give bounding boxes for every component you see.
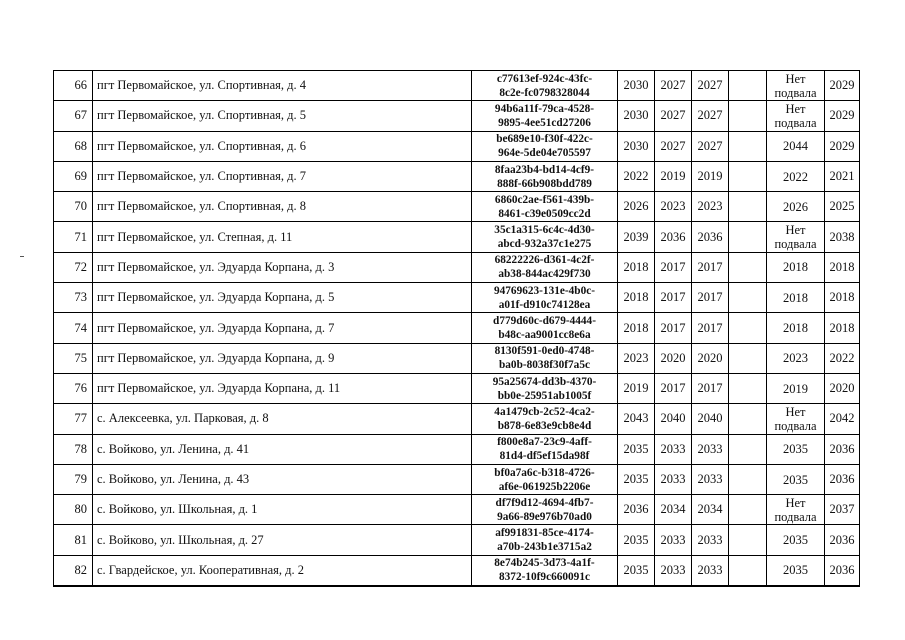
year-cell-6: 2029: [825, 101, 860, 131]
year-cell-1: 2030: [618, 131, 655, 161]
basement-cell-line: 2035: [783, 472, 808, 487]
building-id-cell-line: 4a1479cb-2c52-4ca2-: [494, 405, 595, 418]
building-id-cell-line: 6860c2ae-f561-439b-: [494, 193, 595, 206]
basement-cell-line: подвала: [774, 509, 817, 524]
basement-cell: [767, 404, 825, 434]
building-id-cell-line: 9895-4ee51cd27206: [498, 116, 591, 129]
building-id-cell: [472, 131, 618, 161]
year-cell-6: 2036: [825, 525, 860, 555]
building-id-cell-line: b48c-aa9001cc8e6a: [498, 329, 591, 342]
address-cell: пгт Первомайское, ул. Спортивная, д. 8: [93, 192, 472, 222]
building-id-cell-line: bb0e-25951ab1005f: [497, 389, 592, 402]
address-cell: пгт Первомайское, ул. Эдуарда Корпана, д. 11: [93, 373, 472, 403]
building-id-cell-line: 8372-10f9c660091c: [499, 571, 590, 584]
basement-cell: [767, 525, 825, 555]
year-cell-1: 2018: [618, 283, 655, 313]
building-id-cell: [472, 71, 618, 101]
building-id-cell: [472, 101, 618, 131]
year-cell-4: [729, 283, 767, 313]
basement-cell-line: 2018: [783, 260, 808, 275]
building-id-cell-line: 8130f591-0ed0-4748-: [494, 345, 595, 358]
building-id-cell: [472, 283, 618, 313]
basement-cell-line: подвала: [774, 418, 817, 433]
year-cell-2: 2023: [655, 192, 692, 222]
year-cell-4: [729, 131, 767, 161]
year-cell-6: 2029: [825, 131, 860, 161]
building-id-cell: [472, 495, 618, 525]
address-cell: с. Войково, ул. Школьная, д. 27: [93, 525, 472, 555]
address-cell: пгт Первомайское, ул. Спортивная, д. 4: [93, 71, 472, 101]
basement-cell-line: Нет: [785, 404, 806, 419]
year-cell-1: 2018: [618, 313, 655, 343]
year-cell-3: 2027: [692, 71, 729, 101]
row-number-cell: 77: [54, 404, 93, 434]
year-cell-2: 2027: [655, 101, 692, 131]
row-number-cell: 80: [54, 495, 93, 525]
address-cell: пгт Первомайское, ул. Спортивная, д. 5: [93, 101, 472, 131]
year-cell-4: [729, 101, 767, 131]
year-cell-6: 2021: [825, 161, 860, 191]
address-cell: с. Войково, ул. Ленина, д. 43: [93, 464, 472, 494]
year-cell-3: 2034: [692, 495, 729, 525]
row-number-cell: 74: [54, 313, 93, 343]
table-row: [54, 464, 860, 494]
year-cell-1: 2023: [618, 343, 655, 373]
building-id-cell-line: 35c1a315-6c4c-4d30-: [494, 224, 595, 237]
address-cell: пгт Первомайское, ул. Эдуарда Корпана, д. 5: [93, 283, 472, 313]
building-id-cell: [472, 222, 618, 252]
table-row: [54, 555, 860, 586]
building-id-cell-line: 8faa23b4-bd14-4cf9-: [494, 163, 595, 176]
basement-cell: [767, 101, 825, 131]
buildings-table: [53, 70, 860, 587]
basement-cell-line: Нет: [785, 223, 806, 238]
year-cell-3: 2033: [692, 464, 729, 494]
basement-cell: [767, 161, 825, 191]
table-row: [54, 313, 860, 343]
year-cell-1: 2036: [618, 495, 655, 525]
address-cell: с. Гвардейское, ул. Кооперативная, д. 2: [93, 555, 472, 586]
year-cell-2: 2040: [655, 404, 692, 434]
year-cell-6: 2038: [825, 222, 860, 252]
year-cell-1: 2035: [618, 525, 655, 555]
row-number-cell: 66: [54, 71, 93, 101]
year-cell-2: 2034: [655, 495, 692, 525]
row-number-cell: 75: [54, 343, 93, 373]
table-row: [54, 525, 860, 555]
year-cell-2: 2019: [655, 161, 692, 191]
building-id-cell-line: f800e8a7-23c9-4aff-: [497, 436, 592, 449]
building-id-cell-line: 68222226-d361-4c2f-: [494, 254, 595, 267]
building-id-cell: [472, 373, 618, 403]
year-cell-2: 2017: [655, 373, 692, 403]
year-cell-6: 2025: [825, 192, 860, 222]
building-id-cell-line: 8c2e-fc0798328044: [499, 86, 590, 99]
year-cell-6: 2020: [825, 373, 860, 403]
building-id-cell: [472, 404, 618, 434]
building-id-cell-line: bf0a7a6c-b318-4726-: [494, 466, 595, 479]
table-row: [54, 252, 860, 282]
building-id-cell-line: a70b-243b1e3715a2: [497, 541, 592, 554]
building-id-cell-line: 8e74b245-3d73-4a1f-: [494, 557, 595, 570]
address-cell: пгт Первомайское, ул. Степная, д. 11: [93, 222, 472, 252]
building-id-cell-line: b878-6e83e9cb8e4d: [497, 419, 592, 432]
table-row: [54, 101, 860, 131]
basement-cell: [767, 434, 825, 464]
year-cell-6: 2018: [825, 283, 860, 313]
building-id-cell: [472, 161, 618, 191]
building-id-cell-line: ab38-844ac429f730: [498, 268, 591, 281]
building-id-cell-line: 94b6a11f-79ca-4528-: [494, 102, 595, 115]
year-cell-3: 2040: [692, 404, 729, 434]
year-cell-2: 2033: [655, 555, 692, 586]
building-id-cell-line: 8461-c39e0509cc2d: [498, 207, 591, 220]
row-number-cell: 72: [54, 252, 93, 282]
address-cell: с. Алексеевка, ул. Парковая, д. 8: [93, 404, 472, 434]
building-id-cell-line: be689e10-f30f-422c-: [496, 133, 593, 146]
table-row: [54, 161, 860, 191]
building-id-cell-line: a01f-d910c74128ea: [498, 298, 591, 311]
address-cell: пгт Первомайское, ул. Эдуарда Корпана, д. 3: [93, 252, 472, 282]
basement-cell: [767, 555, 825, 586]
year-cell-2: 2036: [655, 222, 692, 252]
row-number-cell: 71: [54, 222, 93, 252]
basement-cell-line: 2018: [783, 290, 808, 305]
basement-cell: [767, 495, 825, 525]
year-cell-3: 2033: [692, 434, 729, 464]
address-cell: с. Войково, ул. Ленина, д. 41: [93, 434, 472, 464]
year-cell-2: 2027: [655, 71, 692, 101]
year-cell-3: 2036: [692, 222, 729, 252]
year-cell-2: 2033: [655, 525, 692, 555]
year-cell-3: 2023: [692, 192, 729, 222]
building-id-cell-line: af6e-061925b2206e: [498, 480, 591, 493]
year-cell-1: 2035: [618, 434, 655, 464]
basement-cell-line: 2035: [783, 442, 808, 457]
building-id-cell: [472, 192, 618, 222]
year-cell-2: 2033: [655, 434, 692, 464]
row-number-cell: 70: [54, 192, 93, 222]
year-cell-1: 2019: [618, 373, 655, 403]
year-cell-3: 2017: [692, 283, 729, 313]
basement-cell-line: Нет: [785, 495, 806, 510]
year-cell-4: [729, 373, 767, 403]
year-cell-4: [729, 313, 767, 343]
basement-cell: [767, 192, 825, 222]
year-cell-3: 2019: [692, 161, 729, 191]
row-number-cell: 68: [54, 131, 93, 161]
building-id-cell-line: c77613ef-924c-43fc-: [496, 72, 593, 85]
year-cell-1: 2030: [618, 101, 655, 131]
building-id-cell-line: 964e-5de04e705597: [498, 147, 591, 160]
year-cell-4: [729, 222, 767, 252]
table-row: [54, 434, 860, 464]
basement-cell-line: 2022: [783, 169, 808, 184]
row-number-cell: 81: [54, 525, 93, 555]
year-cell-6: 2036: [825, 464, 860, 494]
basement-cell-line: Нет: [785, 71, 806, 86]
year-cell-3: 2020: [692, 343, 729, 373]
year-cell-3: 2017: [692, 373, 729, 403]
table-row: [54, 495, 860, 525]
building-id-cell: [472, 525, 618, 555]
year-cell-6: 2036: [825, 434, 860, 464]
basement-cell: [767, 283, 825, 313]
year-cell-2: 2020: [655, 343, 692, 373]
year-cell-2: 2017: [655, 252, 692, 282]
year-cell-4: [729, 525, 767, 555]
year-cell-3: 2033: [692, 555, 729, 586]
year-cell-1: 2026: [618, 192, 655, 222]
basement-cell-line: подвала: [774, 115, 817, 130]
row-number-cell: 76: [54, 373, 93, 403]
building-id-cell-line: 95a25674-dd3b-4370-: [492, 375, 597, 388]
table-body: [54, 71, 860, 587]
table-row: [54, 404, 860, 434]
year-cell-6: 2022: [825, 343, 860, 373]
basement-cell: [767, 313, 825, 343]
basement-cell: [767, 222, 825, 252]
year-cell-4: [729, 434, 767, 464]
building-id-cell-line: ba0b-8038f30f7a5c: [499, 359, 590, 372]
year-cell-1: 2043: [618, 404, 655, 434]
year-cell-3: 2017: [692, 313, 729, 343]
table-row: [54, 71, 860, 101]
table-row: [54, 222, 860, 252]
building-id-cell: [472, 313, 618, 343]
basement-cell-line: 2035: [783, 563, 808, 578]
year-cell-2: 2017: [655, 283, 692, 313]
basement-cell-line: 2035: [783, 533, 808, 548]
year-cell-4: [729, 192, 767, 222]
year-cell-4: [729, 252, 767, 282]
building-id-cell: [472, 343, 618, 373]
year-cell-6: 2036: [825, 555, 860, 586]
table-row: [54, 131, 860, 161]
year-cell-2: 2027: [655, 131, 692, 161]
year-cell-1: 2039: [618, 222, 655, 252]
building-id-cell-line: 888f-66b908bdd789: [497, 177, 592, 190]
building-id-cell-line: 94769623-131e-4b0c-: [493, 284, 596, 297]
year-cell-4: [729, 71, 767, 101]
basement-cell-line: Нет: [785, 101, 806, 116]
year-cell-4: [729, 464, 767, 494]
address-cell: пгт Первомайское, ул. Эдуарда Корпана, д. 7: [93, 313, 472, 343]
year-cell-2: 2017: [655, 313, 692, 343]
basement-cell: [767, 373, 825, 403]
year-cell-1: 2030: [618, 71, 655, 101]
basement-cell-line: 2026: [783, 199, 808, 214]
year-cell-1: 2022: [618, 161, 655, 191]
building-id-cell: [472, 434, 618, 464]
year-cell-1: 2035: [618, 464, 655, 494]
basement-cell: [767, 252, 825, 282]
year-cell-6: 2037: [825, 495, 860, 525]
year-cell-6: 2018: [825, 252, 860, 282]
table-row: [54, 373, 860, 403]
year-cell-4: [729, 161, 767, 191]
basement-cell: [767, 343, 825, 373]
building-id-cell-line: d779d60c-d679-4444-: [493, 315, 596, 328]
basement-cell-line: 2018: [783, 321, 808, 336]
basement-cell-line: 2044: [783, 139, 808, 154]
year-cell-1: 2035: [618, 555, 655, 586]
row-number-cell: 79: [54, 464, 93, 494]
building-id-cell: [472, 464, 618, 494]
row-number-cell: 67: [54, 101, 93, 131]
row-number-cell: 78: [54, 434, 93, 464]
year-cell-3: 2027: [692, 131, 729, 161]
building-id-cell-line: df7f9d12-4694-4fb7-: [495, 496, 594, 509]
basement-cell-line: 2023: [783, 351, 808, 366]
table-row: [54, 343, 860, 373]
year-cell-3: 2033: [692, 525, 729, 555]
year-cell-4: [729, 404, 767, 434]
building-id-cell: [472, 252, 618, 282]
basement-cell-line: подвала: [774, 237, 817, 252]
year-cell-3: 2017: [692, 252, 729, 282]
building-id-cell-line: abcd-932a37c1e275: [497, 238, 592, 251]
year-cell-6: 2042: [825, 404, 860, 434]
row-number-cell: 69: [54, 161, 93, 191]
basement-cell-line: подвала: [774, 85, 817, 100]
building-id-cell-line: 9a66-89e976b70ad0: [497, 510, 592, 523]
year-cell-4: [729, 555, 767, 586]
margin-mark: [20, 256, 24, 257]
building-id-cell: [472, 555, 618, 586]
year-cell-1: 2018: [618, 252, 655, 282]
basement-cell-line: 2019: [783, 381, 808, 396]
basement-cell: [767, 71, 825, 101]
year-cell-3: 2027: [692, 101, 729, 131]
year-cell-6: 2029: [825, 71, 860, 101]
address-cell: с. Войково, ул. Школьная, д. 1: [93, 495, 472, 525]
row-number-cell: 73: [54, 283, 93, 313]
year-cell-2: 2033: [655, 464, 692, 494]
year-cell-4: [729, 343, 767, 373]
building-id-cell-line: af991831-85ce-4174-: [495, 527, 594, 540]
row-number-cell: 82: [54, 555, 93, 586]
year-cell-6: 2018: [825, 313, 860, 343]
basement-cell: [767, 131, 825, 161]
building-id-cell-line: 81d4-df5ef15da98f: [499, 450, 590, 463]
table-row: [54, 283, 860, 313]
basement-cell: [767, 464, 825, 494]
table-row: [54, 192, 860, 222]
year-cell-4: [729, 495, 767, 525]
address-cell: пгт Первомайское, ул. Эдуарда Корпана, д. 9: [93, 343, 472, 373]
address-cell: пгт Первомайское, ул. Спортивная, д. 6: [93, 131, 472, 161]
address-cell: пгт Первомайское, ул. Спортивная, д. 7: [93, 161, 472, 191]
